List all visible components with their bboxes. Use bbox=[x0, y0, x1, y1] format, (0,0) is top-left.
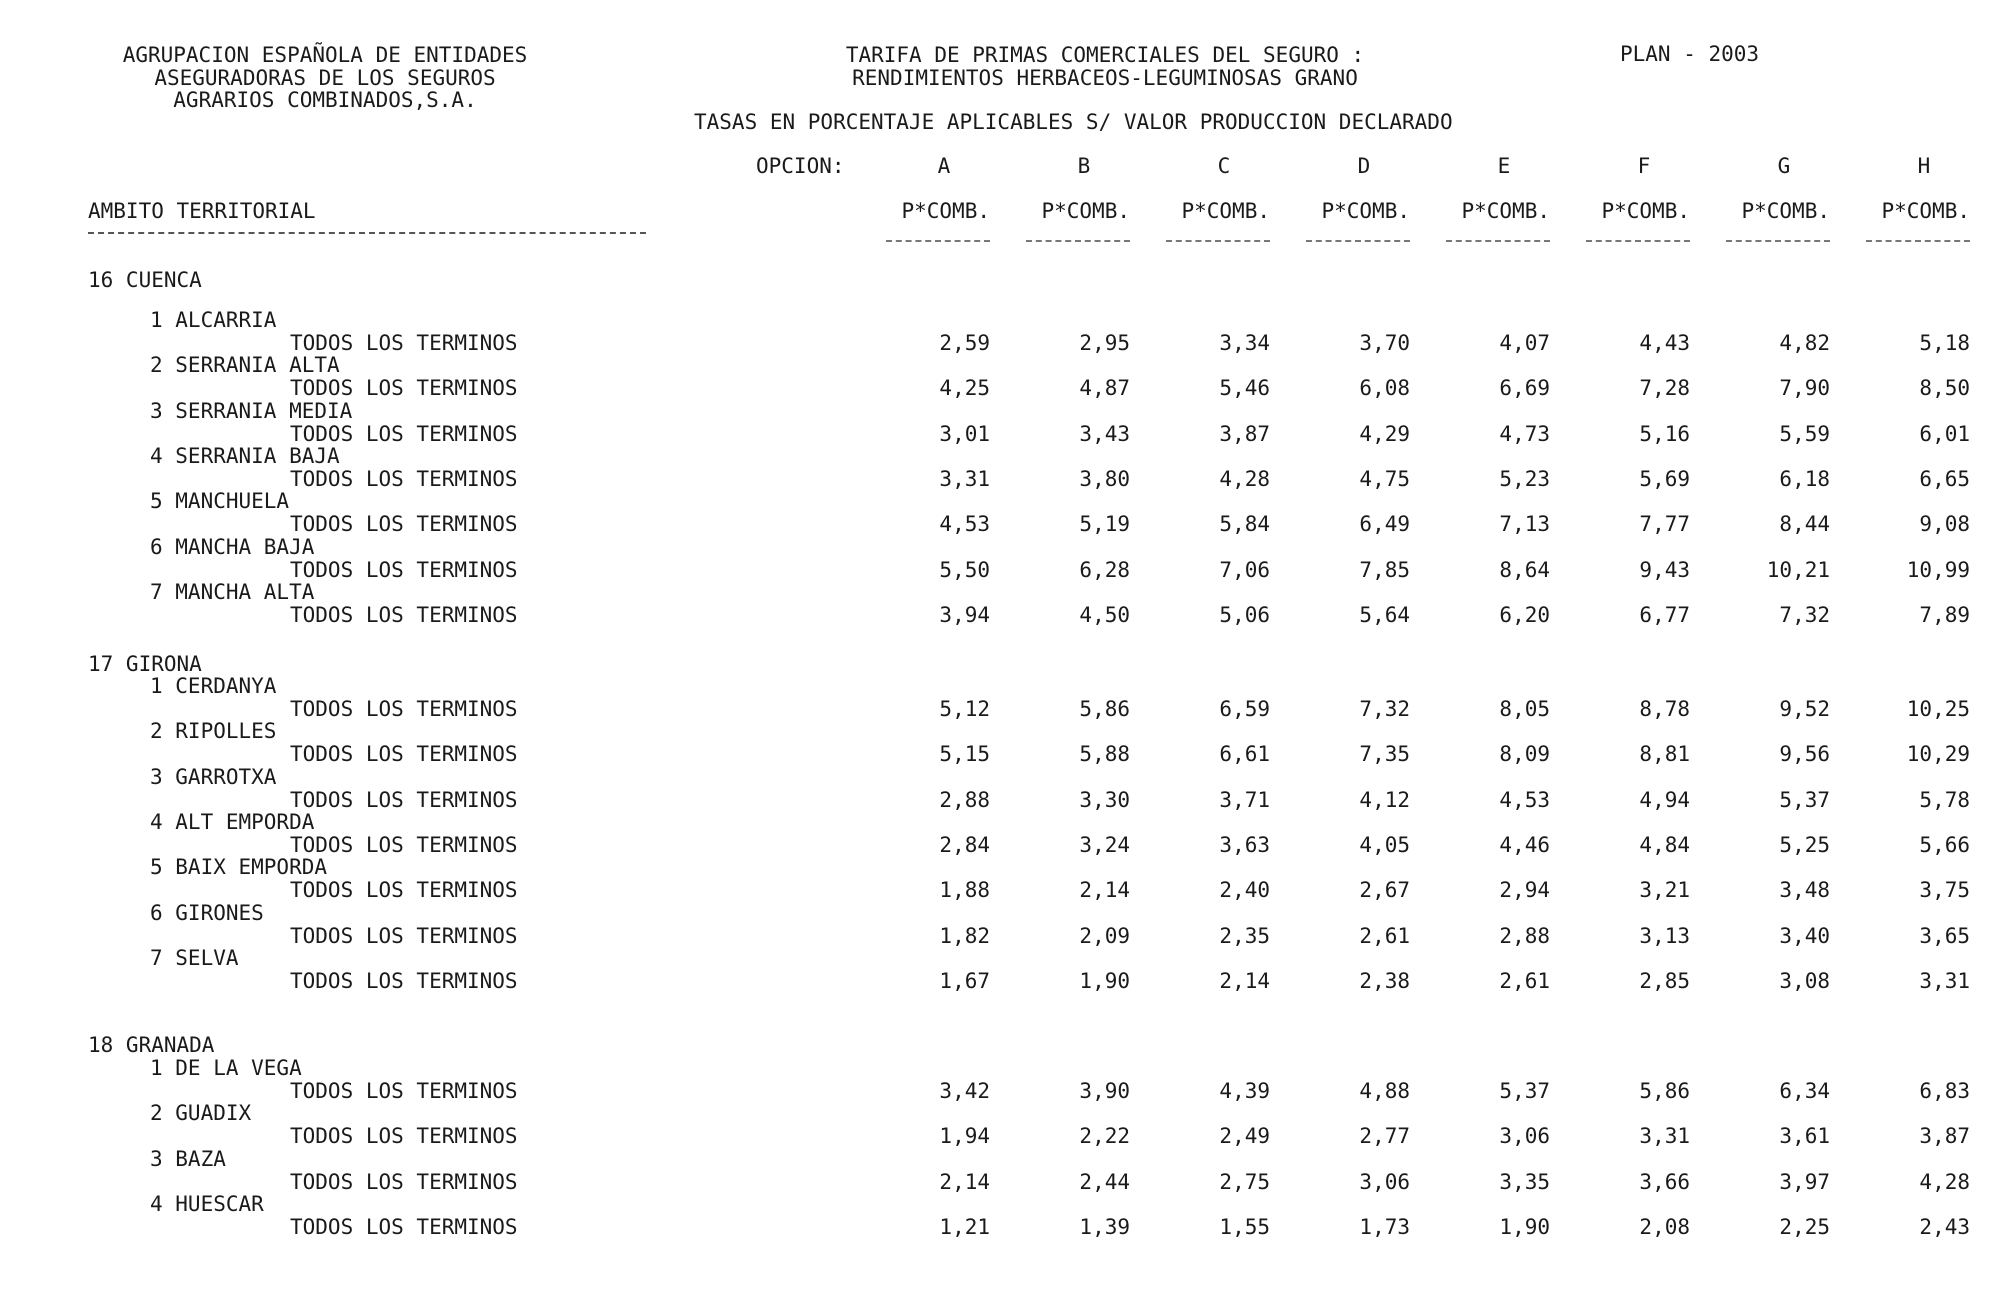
rate-value: 5,19 bbox=[1079, 512, 1130, 537]
document-header-company bbox=[60, 44, 590, 112]
rate-value: 7,13 bbox=[1499, 512, 1550, 537]
option-letter-a: A bbox=[937, 154, 951, 178]
zone-name: 1 CERDANYA bbox=[150, 674, 277, 698]
rate-value: 3,35 bbox=[1499, 1169, 1550, 1194]
rate-value: 5,37 bbox=[1779, 787, 1830, 812]
company-line: AGRUPACION ESPAÑOLA DE ENTIDADES bbox=[122, 43, 528, 67]
rate-value: 5,78 bbox=[1919, 787, 1970, 812]
opcion-label: OPCION: bbox=[756, 154, 845, 178]
rate-value: 2,43 bbox=[1919, 1214, 1970, 1239]
rate-value: 5,64 bbox=[1359, 602, 1410, 627]
company-line: ASEGURADORAS DE LOS SEGUROS bbox=[154, 65, 496, 90]
ambito-rule bbox=[88, 232, 646, 234]
option-letter-g: G bbox=[1777, 154, 1791, 178]
rate-value: 8,64 bbox=[1499, 557, 1550, 582]
rate-value: 2,77 bbox=[1359, 1124, 1410, 1149]
rate-value: 3,80 bbox=[1079, 466, 1130, 491]
rate-value: 1,88 bbox=[939, 878, 990, 903]
terms-label: TODOS LOS TERMINOS bbox=[290, 1214, 518, 1239]
terms-label: TODOS LOS TERMINOS bbox=[290, 1124, 518, 1149]
rate-value: 2,75 bbox=[1219, 1169, 1270, 1194]
option-letter-b: B bbox=[1077, 154, 1091, 178]
column-header-c: P*COMB. bbox=[1181, 199, 1270, 223]
rate-value: 6,01 bbox=[1919, 421, 1970, 446]
rate-value: 2,09 bbox=[1079, 923, 1130, 948]
rate-value: 4,46 bbox=[1499, 832, 1550, 857]
rate-value: 4,25 bbox=[939, 376, 990, 401]
province-heading: 17 GIRONA bbox=[88, 652, 202, 676]
rate-value: 2,67 bbox=[1359, 878, 1410, 903]
column-header-d: P*COMB. bbox=[1321, 199, 1410, 223]
rate-value: 3,24 bbox=[1079, 832, 1130, 857]
rate-value: 6,61 bbox=[1219, 742, 1270, 767]
rate-value: 3,31 bbox=[1919, 968, 1970, 993]
rate-value: 1,94 bbox=[939, 1124, 990, 1149]
rate-value: 2,88 bbox=[939, 787, 990, 812]
terms-label: TODOS LOS TERMINOS bbox=[290, 742, 518, 767]
terms-label: TODOS LOS TERMINOS bbox=[290, 878, 518, 903]
rate-value: 10,21 bbox=[1766, 557, 1830, 582]
zone-name: 1 ALCARRIA bbox=[150, 308, 277, 332]
terms-label: TODOS LOS TERMINOS bbox=[290, 787, 518, 812]
terms-label: TODOS LOS TERMINOS bbox=[290, 832, 518, 857]
rate-value: 8,81 bbox=[1639, 742, 1690, 767]
rate-value: 2,14 bbox=[939, 1169, 990, 1194]
zone-name: 7 SELVA bbox=[150, 945, 239, 970]
rate-value: 2,85 bbox=[1639, 968, 1690, 993]
zone-name: 4 ALT EMPORDA bbox=[150, 809, 315, 834]
rate-value: 4,28 bbox=[1919, 1169, 1970, 1194]
zone-name: 7 MANCHA ALTA bbox=[150, 579, 315, 604]
rate-value: 2,22 bbox=[1079, 1124, 1130, 1149]
column-rule-h bbox=[1866, 240, 1970, 242]
rate-value: 6,08 bbox=[1359, 376, 1410, 401]
zone-name: 2 RIPOLLES bbox=[150, 719, 277, 744]
rate-value: 2,94 bbox=[1499, 878, 1550, 903]
rate-value: 7,90 bbox=[1779, 376, 1830, 401]
terms-label: TODOS LOS TERMINOS bbox=[290, 331, 518, 355]
rate-value: 4,39 bbox=[1219, 1079, 1270, 1103]
rate-value: 10,29 bbox=[1906, 742, 1970, 767]
rate-value: 5,37 bbox=[1499, 1079, 1550, 1103]
rate-value: 7,28 bbox=[1639, 376, 1690, 401]
rate-value: 1,90 bbox=[1499, 1214, 1550, 1239]
terms-label: TODOS LOS TERMINOS bbox=[290, 697, 518, 721]
zone-name: 2 GUADIX bbox=[150, 1101, 252, 1126]
province-heading: 18 GRANADA bbox=[88, 1033, 215, 1057]
rate-value: 6,83 bbox=[1919, 1079, 1970, 1103]
rate-value: 3,94 bbox=[939, 602, 990, 627]
column-header-e: P*COMB. bbox=[1461, 199, 1550, 223]
column-rule-g bbox=[1726, 240, 1830, 242]
rate-value: 4,29 bbox=[1359, 421, 1410, 446]
rate-value: 3,90 bbox=[1079, 1079, 1130, 1103]
rate-value: 1,73 bbox=[1359, 1214, 1410, 1239]
rate-value: 3,61 bbox=[1779, 1124, 1830, 1149]
column-header-g: P*COMB. bbox=[1741, 199, 1830, 223]
rate-value: 5,88 bbox=[1079, 742, 1130, 767]
rate-value: 8,78 bbox=[1639, 697, 1690, 721]
rate-value: 4,53 bbox=[939, 512, 990, 537]
rate-value: 3,06 bbox=[1499, 1124, 1550, 1149]
zone-name: 6 MANCHA BAJA bbox=[150, 534, 315, 559]
rate-value: 2,88 bbox=[1499, 923, 1550, 948]
rate-value: 3,42 bbox=[939, 1079, 990, 1103]
option-letter-c: C bbox=[1217, 154, 1231, 178]
rate-value: 3,97 bbox=[1779, 1169, 1830, 1194]
column-rule-c bbox=[1166, 240, 1270, 242]
rate-value: 7,32 bbox=[1359, 697, 1410, 721]
rate-value: 6,34 bbox=[1779, 1079, 1830, 1103]
rate-value: 4,88 bbox=[1359, 1079, 1410, 1103]
rate-value: 8,50 bbox=[1919, 376, 1970, 401]
rate-value: 3,43 bbox=[1079, 421, 1130, 446]
rate-value: 8,09 bbox=[1499, 742, 1550, 767]
rate-value: 2,49 bbox=[1219, 1124, 1270, 1149]
rate-value: 9,08 bbox=[1919, 512, 1970, 537]
rate-value: 4,43 bbox=[1639, 331, 1690, 355]
column-rule-a bbox=[886, 240, 990, 242]
terms-label: TODOS LOS TERMINOS bbox=[290, 376, 518, 401]
terms-label: TODOS LOS TERMINOS bbox=[290, 421, 518, 446]
rate-value: 4,53 bbox=[1499, 787, 1550, 812]
column-header-f: P*COMB. bbox=[1601, 199, 1690, 223]
rate-value: 4,84 bbox=[1639, 832, 1690, 857]
rate-value: 1,21 bbox=[939, 1214, 990, 1239]
rate-value: 9,52 bbox=[1779, 697, 1830, 721]
plan-label: PLAN - 2003 bbox=[1620, 42, 1760, 66]
rate-value: 3,34 bbox=[1219, 331, 1270, 355]
column-rule-b bbox=[1026, 240, 1130, 242]
terms-label: TODOS LOS TERMINOS bbox=[290, 923, 518, 948]
rate-value: 9,56 bbox=[1779, 742, 1830, 767]
rate-value: 5,59 bbox=[1779, 421, 1830, 446]
company-line: AGRARIOS COMBINADOS,S.A. bbox=[173, 88, 477, 113]
rate-value: 7,89 bbox=[1919, 602, 1970, 627]
rate-value: 1,82 bbox=[939, 923, 990, 948]
rate-value: 2,95 bbox=[1079, 331, 1130, 355]
rate-value: 5,06 bbox=[1219, 602, 1270, 627]
rate-value: 3,48 bbox=[1779, 878, 1830, 903]
rate-value: 3,87 bbox=[1919, 1124, 1970, 1149]
zone-name: 4 HUESCAR bbox=[150, 1191, 264, 1216]
zone-name: 2 SERRANIA ALTA bbox=[150, 353, 340, 378]
zone-name: 4 SERRANIA BAJA bbox=[150, 443, 340, 468]
rate-value: 2,08 bbox=[1639, 1214, 1690, 1239]
rate-value: 3,75 bbox=[1919, 878, 1970, 903]
rate-value: 1,90 bbox=[1079, 968, 1130, 993]
terms-label: TODOS LOS TERMINOS bbox=[290, 466, 518, 491]
terms-label: TODOS LOS TERMINOS bbox=[290, 602, 518, 627]
rate-value: 2,61 bbox=[1499, 968, 1550, 993]
rate-value: 3,01 bbox=[939, 421, 990, 446]
rate-value: 7,77 bbox=[1639, 512, 1690, 537]
rate-value: 6,20 bbox=[1499, 602, 1550, 627]
document-title bbox=[700, 44, 1510, 89]
province-heading: 16 CUENCA bbox=[88, 268, 202, 292]
rate-value: 4,87 bbox=[1079, 376, 1130, 401]
rate-value: 2,40 bbox=[1219, 878, 1270, 903]
rate-value: 4,12 bbox=[1359, 787, 1410, 812]
rate-value: 3,30 bbox=[1079, 787, 1130, 812]
rate-value: 5,16 bbox=[1639, 421, 1690, 446]
option-letter-e: E bbox=[1497, 154, 1511, 178]
rate-value: 3,87 bbox=[1219, 421, 1270, 446]
zone-name: 3 SERRANIA MEDIA bbox=[150, 398, 353, 423]
rate-value: 3,40 bbox=[1779, 923, 1830, 948]
rate-value: 5,86 bbox=[1079, 697, 1130, 721]
rate-value: 6,59 bbox=[1219, 697, 1270, 721]
column-header-b: P*COMB. bbox=[1041, 199, 1130, 223]
rate-value: 4,73 bbox=[1499, 421, 1550, 446]
rate-value: 6,69 bbox=[1499, 376, 1550, 401]
column-header-a: P*COMB. bbox=[901, 199, 990, 223]
rate-value: 8,44 bbox=[1779, 512, 1830, 537]
option-letter-h: H bbox=[1917, 154, 1931, 178]
rate-value: 6,18 bbox=[1779, 466, 1830, 491]
rate-value: 1,39 bbox=[1079, 1214, 1130, 1239]
zone-name: 5 BAIX EMPORDA bbox=[150, 855, 328, 880]
rate-value: 3,63 bbox=[1219, 832, 1270, 857]
rate-value: 10,25 bbox=[1906, 697, 1970, 721]
rate-value: 5,25 bbox=[1779, 832, 1830, 857]
zone-name: 3 BAZA bbox=[150, 1146, 226, 1171]
rate-value: 3,65 bbox=[1919, 923, 1970, 948]
rate-value: 4,05 bbox=[1359, 832, 1410, 857]
rate-value: 10,99 bbox=[1906, 557, 1970, 582]
zone-name: 6 GIRONES bbox=[150, 900, 264, 925]
rate-value: 8,05 bbox=[1499, 697, 1550, 721]
option-letter-d: D bbox=[1357, 154, 1371, 178]
rate-value: 7,85 bbox=[1359, 557, 1410, 582]
rate-value: 2,44 bbox=[1079, 1169, 1130, 1194]
terms-label: TODOS LOS TERMINOS bbox=[290, 512, 518, 537]
rate-value: 6,49 bbox=[1359, 512, 1410, 537]
rate-value: 3,08 bbox=[1779, 968, 1830, 993]
rate-value: 5,69 bbox=[1639, 466, 1690, 491]
zone-name: 5 MANCHUELA bbox=[150, 489, 290, 514]
terms-label: TODOS LOS TERMINOS bbox=[290, 968, 518, 993]
column-header-h: P*COMB. bbox=[1881, 199, 1970, 223]
rate-value: 5,86 bbox=[1639, 1079, 1690, 1103]
rate-value: 5,12 bbox=[939, 697, 990, 721]
rate-value: 5,46 bbox=[1219, 376, 1270, 401]
rate-value: 1,55 bbox=[1219, 1214, 1270, 1239]
rate-value: 3,13 bbox=[1639, 923, 1690, 948]
title-line: TARIFA DE PRIMAS COMERCIALES DEL SEGURO : bbox=[845, 43, 1365, 67]
column-rule-d bbox=[1306, 240, 1410, 242]
terms-label: TODOS LOS TERMINOS bbox=[290, 557, 518, 582]
rate-value: 2,25 bbox=[1779, 1214, 1830, 1239]
title-line: RENDIMIENTOS HERBACEOS-LEGUMINOSAS GRANO bbox=[852, 65, 1358, 90]
rate-value: 7,35 bbox=[1359, 742, 1410, 767]
option-letter-f: F bbox=[1637, 154, 1651, 178]
rate-value: 2,84 bbox=[939, 832, 990, 857]
rates-subtitle: TASAS EN PORCENTAJE APLICABLES S/ VALOR PRODUCCION DECLARADO bbox=[694, 110, 1453, 134]
rate-value: 3,31 bbox=[1639, 1124, 1690, 1149]
rate-value: 2,14 bbox=[1079, 878, 1130, 903]
rate-value: 3,06 bbox=[1359, 1169, 1410, 1194]
rate-value: 2,14 bbox=[1219, 968, 1270, 993]
zone-name: 1 DE LA VEGA bbox=[150, 1056, 302, 1080]
rate-value: 4,82 bbox=[1779, 331, 1830, 355]
rate-value: 4,50 bbox=[1079, 602, 1130, 627]
rate-value: 2,38 bbox=[1359, 968, 1410, 993]
rate-value: 2,61 bbox=[1359, 923, 1410, 948]
rate-value: 7,32 bbox=[1779, 602, 1830, 627]
rate-value: 6,77 bbox=[1639, 602, 1690, 627]
rate-value: 5,23 bbox=[1499, 466, 1550, 491]
terms-label: TODOS LOS TERMINOS bbox=[290, 1079, 518, 1103]
rate-value: 5,18 bbox=[1919, 331, 1970, 355]
rate-value: 5,50 bbox=[939, 557, 990, 582]
rate-value: 5,66 bbox=[1919, 832, 1970, 857]
rate-value: 7,06 bbox=[1219, 557, 1270, 582]
zone-name: 3 GARROTXA bbox=[150, 764, 277, 789]
rate-value: 1,67 bbox=[939, 968, 990, 993]
rate-value: 4,75 bbox=[1359, 466, 1410, 491]
rate-value: 4,94 bbox=[1639, 787, 1690, 812]
rate-value: 3,71 bbox=[1219, 787, 1270, 812]
terms-label: TODOS LOS TERMINOS bbox=[290, 1169, 518, 1194]
rate-value: 3,31 bbox=[939, 466, 990, 491]
rate-value: 5,15 bbox=[939, 742, 990, 767]
rate-value: 5,84 bbox=[1219, 512, 1270, 537]
rate-value: 2,35 bbox=[1219, 923, 1270, 948]
rate-value: 4,28 bbox=[1219, 466, 1270, 491]
rate-value: 2,59 bbox=[939, 331, 990, 355]
rate-value: 6,65 bbox=[1919, 466, 1970, 491]
rate-value: 9,43 bbox=[1639, 557, 1690, 582]
rate-value: 3,66 bbox=[1639, 1169, 1690, 1194]
column-rule-e bbox=[1446, 240, 1550, 242]
ambito-label: AMBITO TERRITORIAL bbox=[88, 199, 316, 223]
column-rule-f bbox=[1586, 240, 1690, 242]
rate-value: 6,28 bbox=[1079, 557, 1130, 582]
rate-value: 3,70 bbox=[1359, 331, 1410, 355]
rate-value: 4,07 bbox=[1499, 331, 1550, 355]
rate-value: 3,21 bbox=[1639, 878, 1690, 903]
